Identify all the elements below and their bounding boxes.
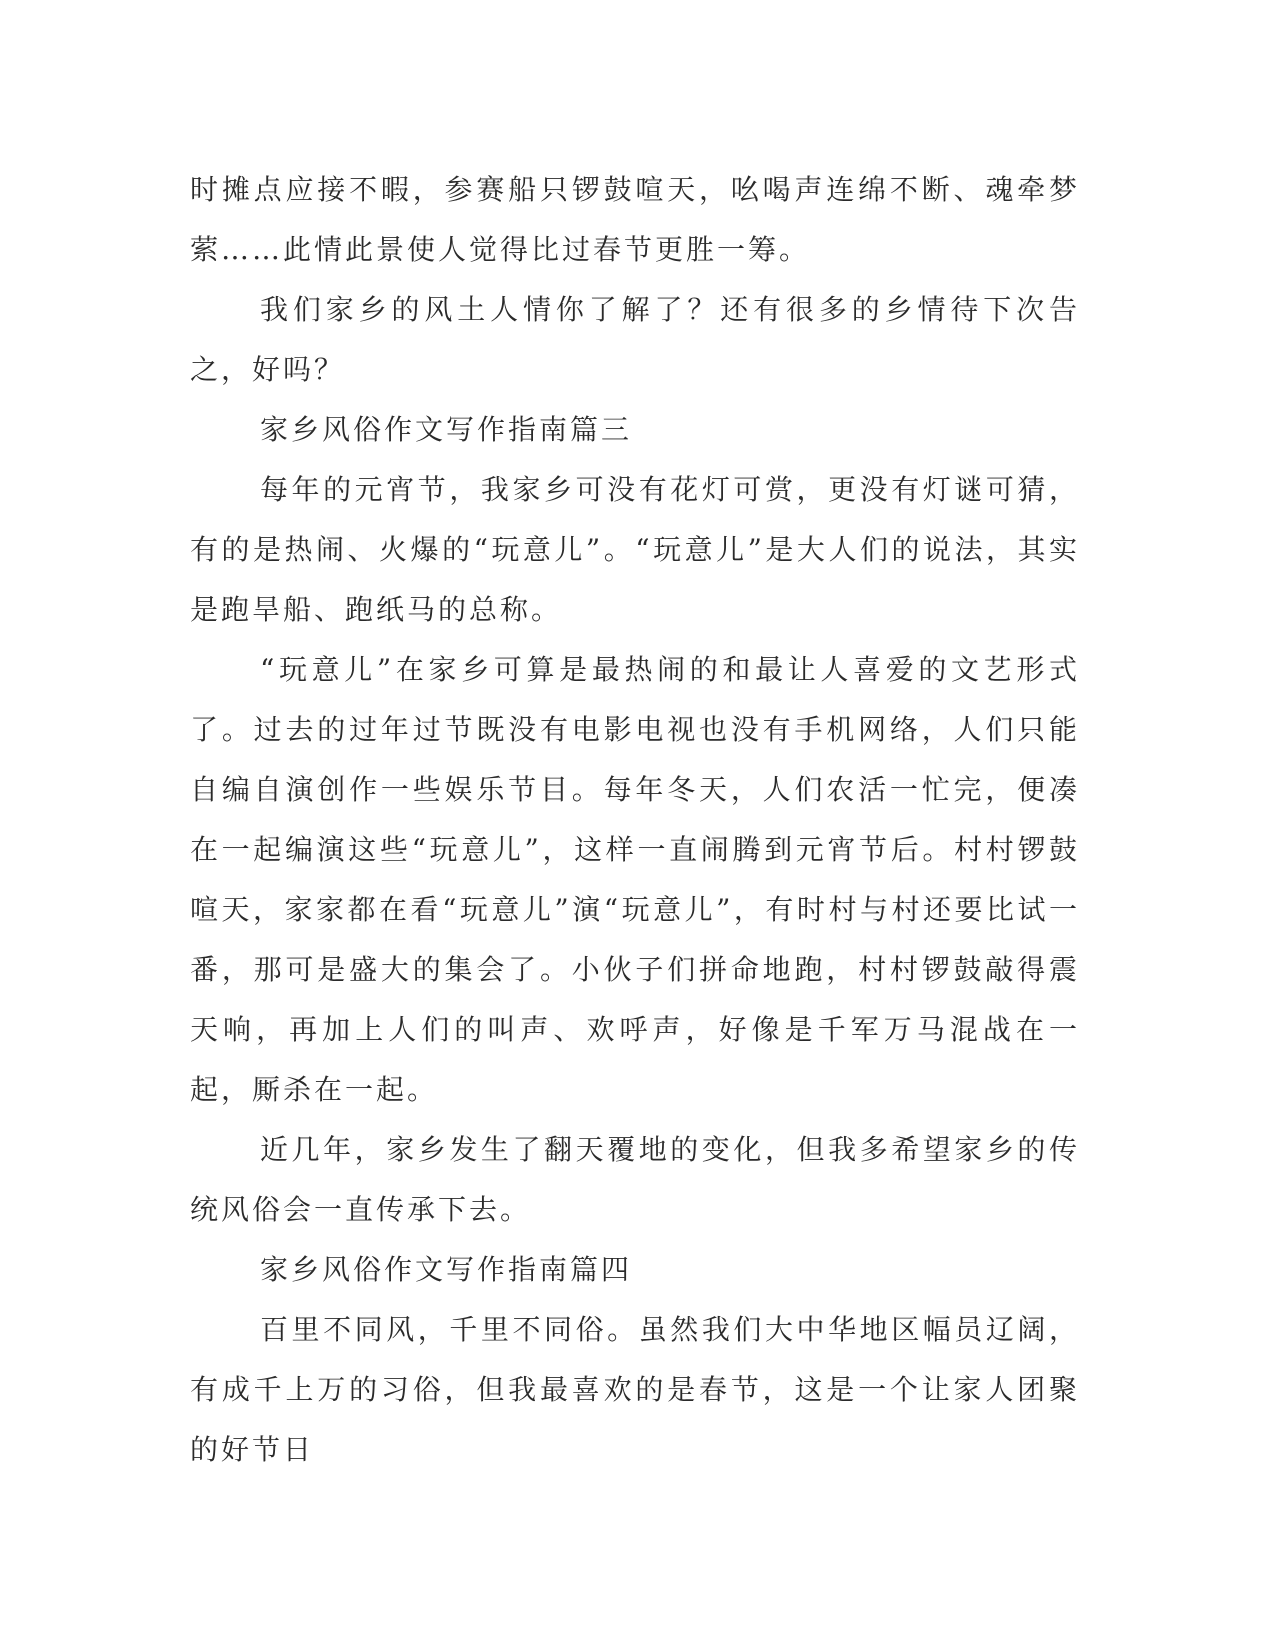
paragraph: 每年的元宵节，我家乡可没有花灯可赏，更没有灯谜可猜，有的是热闹、火爆的“玩意儿”。“玩意儿”是大人们的说法，其实是跑旱船、跑纸马的总称。 <box>190 473 1080 626</box>
paragraph-continuation: 时摊点应接不暇，参赛船只锣鼓喧天，吆喝声连绵不断、魂牵梦萦……此情此景使人觉得比过春节更胜一筹。 <box>190 173 1080 266</box>
section-heading: 家乡风俗作文写作指南篇四 <box>260 1253 633 1286</box>
paragraph: “玩意儿”在家乡可算是最热闹的和最让人喜爱的文艺形式了。过去的过年过节既没有电影电视也没有手机网络，人们只能自编自演创作一些娱乐节目。每年冬天，人们农活一忙完，便凑在一起编演这些“玩意儿”，这样一直闹腾到元宵节后。村村锣鼓喧天，家家都在看“玩意儿”演“玩意儿”，有时村与村还要比试一番，那可是盛大的集会了。小伙子们拼命地跑，村村锣鼓敲得震天响，再加上人们的叫声、欢呼声，好像是千军万马混战在一起，厮杀在一起。 <box>190 653 1080 1106</box>
paragraph: 百里不同风，千里不同俗。虽然我们大中华地区幅员辽阔，有成千上万的习俗，但我最喜欢的是春节，这是一个让家人团聚的好节日 <box>190 1313 1080 1466</box>
paragraph: 近几年，家乡发生了翻天覆地的变化，但我多希望家乡的传统风俗会一直传承下去。 <box>190 1133 1080 1226</box>
section-heading: 家乡风俗作文写作指南篇三 <box>260 413 633 446</box>
paragraph: 我们家乡的风土人情你了解了？还有很多的乡情待下次告之，好吗？ <box>190 293 1080 386</box>
document-body <box>190 160 1080 1480</box>
